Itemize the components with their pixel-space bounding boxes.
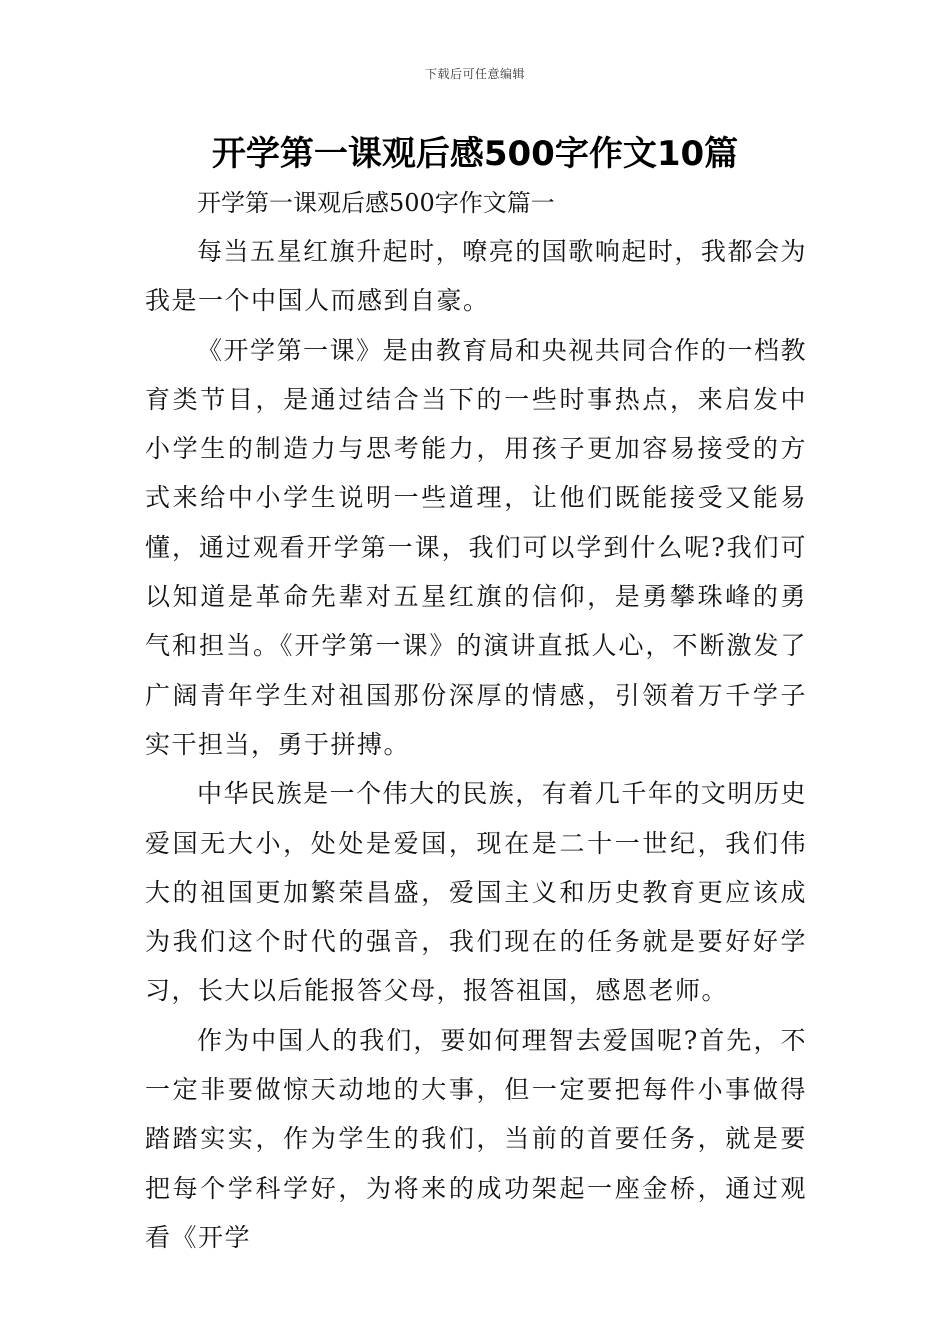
paragraph: 每当五星红旗升起时，嘹亮的国歌响起时，我都会为我是一个中国人而感到自豪。 <box>145 237 807 316</box>
section-subtitle: 开学第一课观后感500字作文篇一 <box>197 189 555 217</box>
paragraph: 《开学第一课》是由教育局和央视共同合作的一档教育类节目，是通过结合当下的一些时事热点，来启发中小学生的制造力与思考能力，用孩子更加容易接受的方式来给中小学生说明一些道理，让他们既能接受又能易懂，通过观看开学第一课，我们可以学到什么呢?我们可以知道是革命先辈对五星红旗的信仰，是勇攀珠峰的勇气和担当。《开学第一课》的演讲直抵人心，不断激发了广阔青年学生对祖国那份深厚的情感，引领着万千学子实干担当，勇于拼搏。 <box>145 335 807 759</box>
paragraph: 作为中国人的我们，要如何理智去爱国呢?首先，不一定非要做惊天动地的大事，但一定要把每件小事做得踏踏实实，作为学生的我们，当前的首要任务，就是要把每个学科学好，为将来的成功架起一座金桥，通过观看《开学 <box>145 1025 807 1252</box>
paragraph: 中华民族是一个伟大的民族，有着几千年的文明历史爱国无大小，处处是爱国，现在是二十一世纪，我们伟大的祖国更加繁荣昌盛，爱国主义和历史教育更应该成为我们这个时代的强音，我们现在的任务就是要好好学习，长大以后能报答父母，报答祖国，感恩老师。 <box>145 779 807 1006</box>
body-text <box>145 227 807 1262</box>
document-title: 开学第一课观后感500字作文10篇 <box>211 134 739 174</box>
header-note: 下载后可任意编辑 <box>424 67 525 81</box>
